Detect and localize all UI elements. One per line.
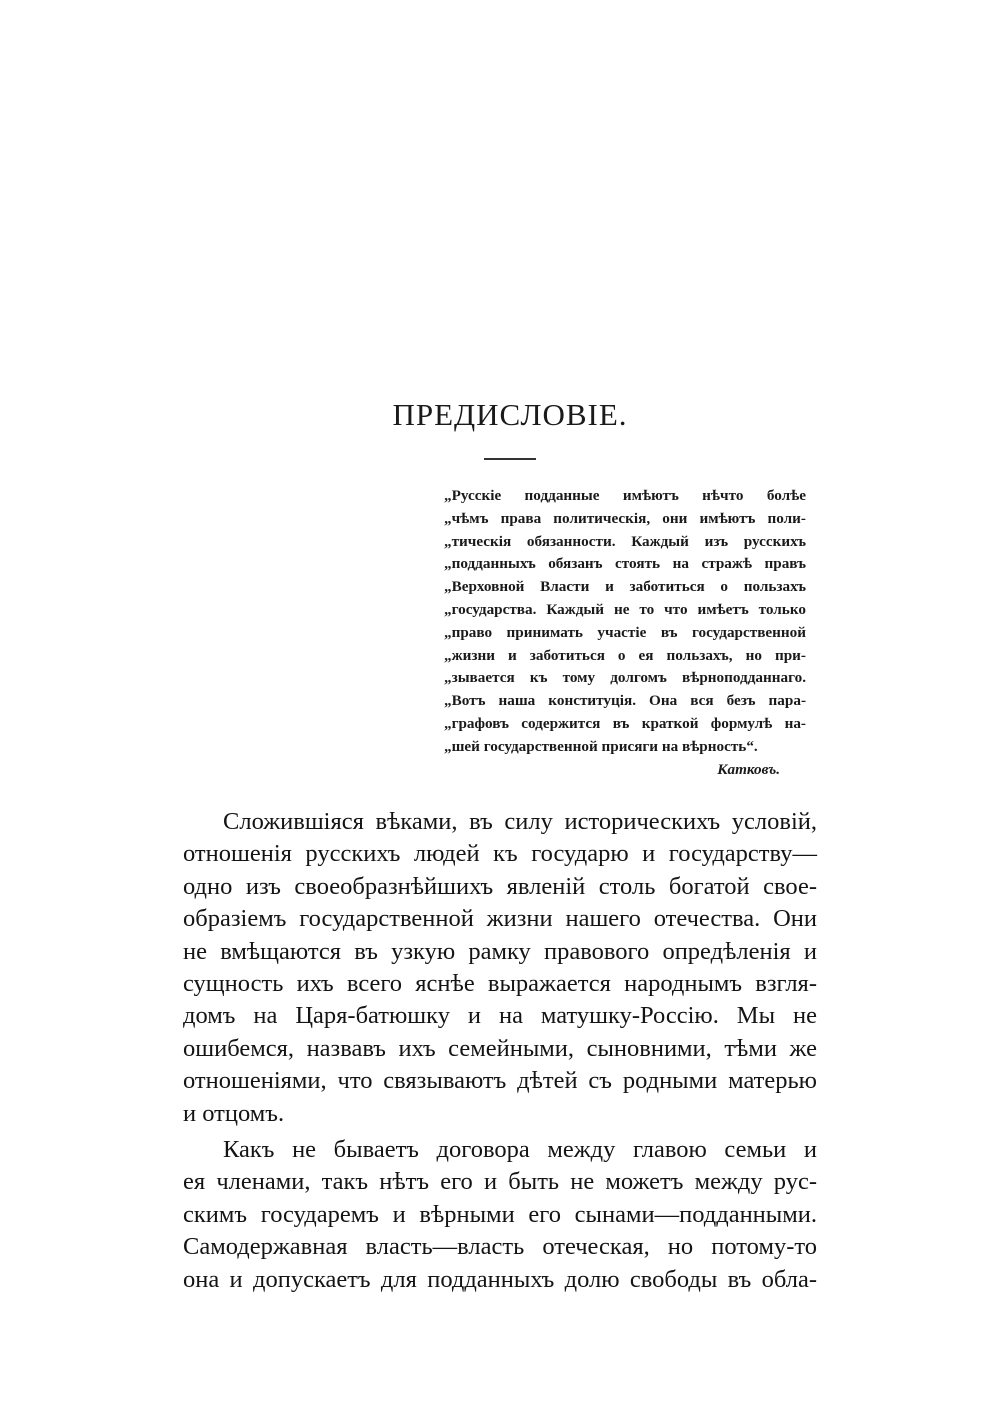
paragraph-2	[183, 1134, 817, 1296]
epigraph-line: „подданныхъ обязанъ стоять на стражѣ правъ	[444, 555, 806, 573]
paragraph-1	[183, 806, 817, 1130]
text-line: сущность ихъ всего яснѣе выражается народнымъ взгля-	[183, 970, 817, 998]
text-line: она и допускаетъ для подданныхъ долю свободы въ обла-	[183, 1265, 817, 1293]
text-line: одно изъ своеобразнѣйшихъ явленій столь богатой свое-	[183, 872, 817, 900]
epigraph-line: „государства. Каждый не то что имѣетъ только	[444, 600, 806, 618]
epigraph-line: „Русскіе подданные имѣютъ нѣчто болѣе	[444, 487, 806, 504]
text-line: и отцомъ.	[183, 1099, 285, 1127]
epigraph-line: „зывается къ тому долгомъ вѣрноподданнаго.	[444, 669, 806, 687]
text-line: скимъ государемъ и вѣрными его сынами—подданными.	[183, 1200, 817, 1228]
text-line: отношенія русскихъ людей къ государю и государству—	[183, 840, 817, 868]
page-title: ПРЕДИСЛОВІЕ.	[392, 397, 628, 432]
epigraph-line: „Верховной Власти и заботиться о пользахъ	[444, 578, 806, 596]
text-line: Самодержавная власть—власть отеческая, но потому-то	[183, 1233, 817, 1261]
text-line: домъ на Царя-батюшку и на матушку-Россію. Мы не	[183, 1002, 817, 1030]
epigraph	[444, 485, 806, 781]
epigraph-line: „тическія обязанности. Каждый изъ русскихъ	[444, 532, 806, 550]
text-line: ошибемся, назвавъ ихъ семейными, сыновними, тѣми же	[183, 1034, 817, 1062]
text-line: ея членами, такъ нѣтъ его и быть не можетъ между рус-	[183, 1168, 817, 1196]
text-line: Какъ не бываетъ договора между главою семьи и	[223, 1136, 817, 1164]
text-line: не вмѣщаются въ узкую рамку правового опредѣленія и	[183, 937, 817, 965]
text-line: отношеніями, что связываютъ дѣтей съ родными матерью	[183, 1067, 817, 1095]
body-text	[183, 806, 817, 1296]
text-line: образіемъ государственной жизни нашего отечества. Они	[183, 905, 817, 933]
epigraph-line: „Вотъ наша конституція. Она вся безъ пара-	[444, 692, 806, 710]
text-line: Сложившіяся вѣками, въ силу историческихъ условій,	[223, 808, 817, 835]
epigraph-line: „шей государственной присяги на вѣрность“.	[444, 737, 758, 755]
epigraph-line: „право принимать участіе въ государственной	[444, 623, 806, 641]
epigraph-line: „жизни и заботиться о ея пользахъ, но при-	[444, 646, 806, 664]
title-divider	[484, 458, 536, 460]
epigraph-author: Катковъ.	[717, 760, 780, 778]
epigraph-line: „графовъ содержится въ краткой формулѣ на-	[444, 714, 806, 732]
epigraph-line: „чѣмъ права политическія, они имѣютъ поли-	[444, 509, 806, 527]
